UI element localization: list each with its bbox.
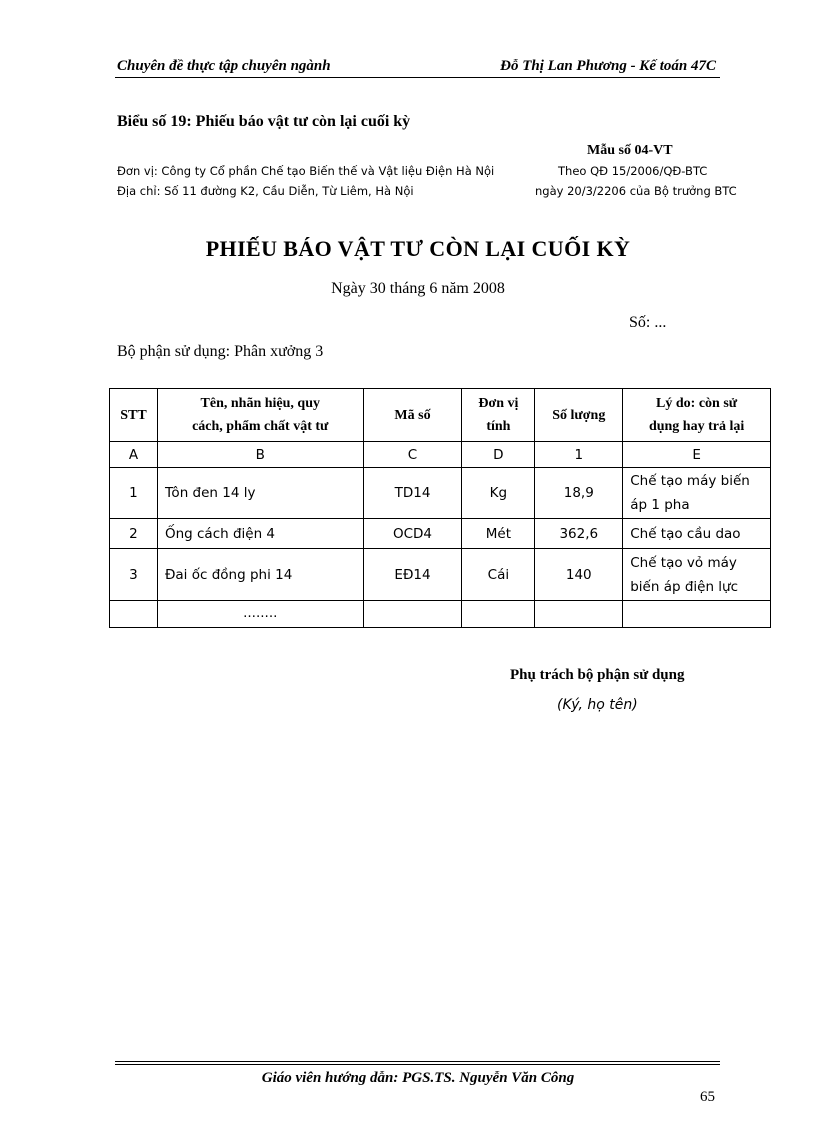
- cell-name: Tôn đen 14 ly: [157, 468, 363, 519]
- cell-unit: Mét: [462, 519, 535, 549]
- regulation-line-2: ngày 20/3/2206 của Bộ trưởng BTC: [535, 184, 737, 198]
- cell-name: Đai ốc đồng phi 14: [157, 549, 363, 601]
- header-reason-line1: Lý do: còn sử: [656, 396, 738, 411]
- header-unit-line1: Đơn vị: [478, 396, 519, 411]
- cell-empty: [110, 601, 158, 628]
- cell-reason: [623, 549, 771, 601]
- header-name-line2: cách, phẩm chất vật tư: [192, 419, 329, 434]
- page-number: 65: [700, 1089, 715, 1105]
- table-header-row: [110, 389, 771, 442]
- department-line: Bộ phận sử dụng: Phân xưởng 3: [117, 343, 324, 360]
- cell-stt: 1: [110, 468, 158, 519]
- page-title: PHIẾU BÁO VẬT TƯ CÒN LẠI CUỐI KỲ: [205, 236, 631, 261]
- cell-reason: [623, 468, 771, 519]
- footer-text: Giáo viên hướng dẫn: PGS.TS. Nguyễn Văn Công: [261, 1070, 575, 1086]
- cell-code: TD14: [363, 468, 462, 519]
- cell-empty: [623, 601, 771, 628]
- header-name: [157, 389, 363, 442]
- cell-ellipsis: ........: [157, 601, 363, 628]
- header-qty: Số lượng: [535, 389, 623, 442]
- header-reason: [623, 389, 771, 442]
- cell-code: OCD4: [363, 519, 462, 549]
- column-code: D: [462, 442, 535, 468]
- form-number: Mẫu số 04-VT: [587, 143, 673, 158]
- footer-divider: [115, 1064, 720, 1065]
- header-left-text: Chuyên đề thực tập chuyên ngành: [117, 58, 331, 74]
- signature-note: (Ký, họ tên): [557, 697, 638, 713]
- cell-empty: [363, 601, 462, 628]
- header-unit: [462, 389, 535, 442]
- materials-table: [109, 388, 771, 628]
- cell-reason-line2: áp 1 pha: [630, 497, 690, 513]
- column-code-row: [110, 442, 771, 468]
- cell-reason: Chế tạo cầu dao: [623, 519, 771, 549]
- table-row: [110, 468, 771, 519]
- number-line: Số: ...: [629, 314, 667, 331]
- column-code: B: [157, 442, 363, 468]
- table-row-blank: [110, 601, 771, 628]
- footer-divider: [115, 1061, 720, 1062]
- cell-stt: 2: [110, 519, 158, 549]
- header-stt: STT: [110, 389, 158, 442]
- signature-title: Phụ trách bộ phận sử dụng: [510, 667, 685, 683]
- header-reason-line2: dụng hay trả lại: [648, 419, 745, 434]
- address-line: Địa chỉ: Số 11 đường K2, Cầu Diễn, Từ Liêm, Hà Nội: [117, 184, 414, 198]
- unit-line: Đơn vị: Công ty Cổ phần Chế tạo Biến thế và Vật liệu Điện Hà Nội: [117, 164, 495, 178]
- date-line: Ngày 30 tháng 6 năm 2008: [331, 280, 505, 297]
- cell-reason-line1: Chế tạo vỏ máy: [630, 554, 737, 571]
- cell-code: EĐ14: [363, 549, 462, 601]
- regulation-line-1: Theo QĐ 15/2006/QĐ-BTC: [558, 164, 708, 178]
- header-right-text: Đỗ Thị Lan Phương - Kế toán 47C: [500, 58, 716, 74]
- header-code: Mã số: [363, 389, 462, 442]
- document-label: Biểu số 19: Phiếu báo vật tư còn lại cuối kỳ: [117, 113, 411, 130]
- header-divider: [115, 77, 720, 78]
- cell-empty: [462, 601, 535, 628]
- cell-qty: 362,6: [535, 519, 623, 549]
- cell-qty: 140: [535, 549, 623, 601]
- column-code: C: [363, 442, 462, 468]
- cell-qty: 18,9: [535, 468, 623, 519]
- column-code: E: [623, 442, 771, 468]
- cell-unit: Kg: [462, 468, 535, 519]
- header-unit-line2: tính: [486, 419, 511, 434]
- table-row: [110, 549, 771, 601]
- cell-name: Ống cách điện 4: [157, 519, 363, 549]
- cell-stt: 3: [110, 549, 158, 601]
- header-name-line1: Tên, nhãn hiệu, quy: [200, 396, 320, 411]
- cell-reason-line1: Chế tạo máy biến: [630, 473, 750, 489]
- cell-empty: [535, 601, 623, 628]
- table-row: [110, 519, 771, 549]
- column-code: A: [110, 442, 158, 468]
- column-code: 1: [535, 442, 623, 468]
- cell-reason-line2: biến áp điện lực: [630, 578, 739, 595]
- cell-unit: Cái: [462, 549, 535, 601]
